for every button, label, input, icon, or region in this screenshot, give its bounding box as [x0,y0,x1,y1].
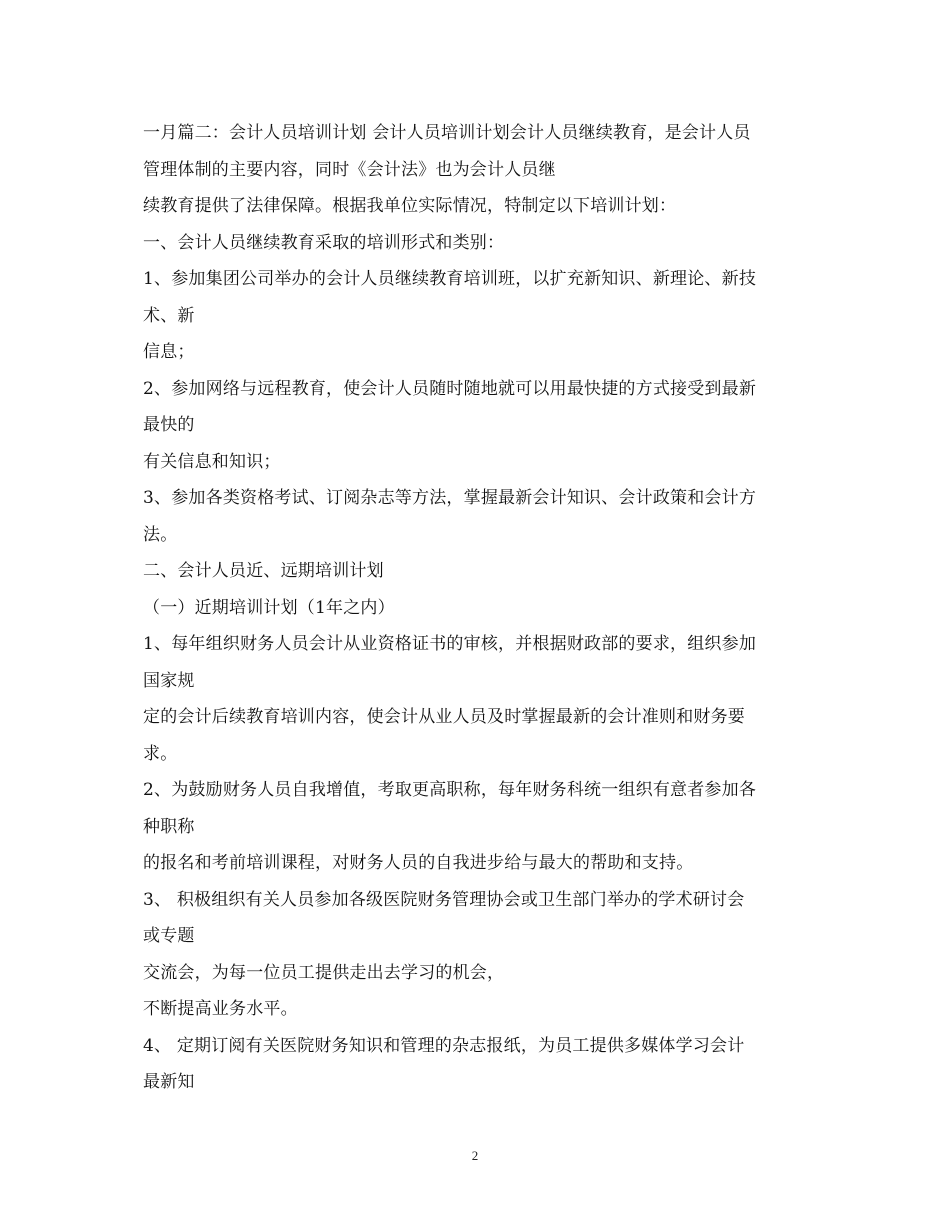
text-line: 信息； [143,342,195,362]
text-line: 一月篇二：会计人员培训计划 会计人员培训计划会计人员继续教育，是会计人员 [143,123,751,143]
text-line: 续教育提供了法律保障。根据我单位实际情况，特制定以下培训计划： [143,196,677,216]
subsection-heading: （一）近期培训计划（1年之内） [143,597,395,618]
text-line: 2、为鼓励财务人员自我增值，考取更高职称，每年财务科统一组织有意者参加各 [143,780,757,800]
text-line: 交流会，为每一位员工提供走出去学习的机会， [143,962,505,983]
text-line: 4、 定期订阅有关医院财务知识和管理的杂志报纸，为员工提供多媒体学习会计 [143,1035,745,1056]
section-heading: 一、会计人员继续教育采取的培训形式和类别： [143,232,505,253]
text-line: 1、参加集团公司举办的会计人员继续教育培训班，以扩充新知识、新理论、新技 [143,269,757,289]
text-line: 管理体制的主要内容，同时《会计法》也为会计人员继 [143,159,556,180]
text-line: 有关信息和知识； [143,451,281,472]
text-line: 种职称 [143,816,195,837]
section-heading: 二、会计人员近、远期培训计划 [143,561,384,581]
text-line: 3、 积极组织有关人员参加各级医院财务管理协会或卫生部门举办的学术研讨会 [143,889,745,910]
text-line: 求。 [143,743,178,764]
text-line: 最快的 [143,415,195,435]
text-line: 最新知 [143,1072,195,1092]
text-line: 2、参加网络与远程教育，使会计人员随时随地就可以用最快捷的方式接受到最新 [143,378,757,399]
text-line: 的报名和考前培训课程，对财务人员的自我进步给与最大的帮助和支持。 [143,853,694,873]
text-line: 3、参加各类资格考试、订阅杂志等方法，掌握最新会计知识、会计政策和会计方 [143,488,757,508]
text-line: 1、每年组织财务人员会计从业资格证书的审核，并根据财政部的要求，组织参加 [143,634,757,654]
text-line: 定的会计后续教育培训内容，使会计从业人员及时掌握最新的会计准则和财务要 [143,707,745,727]
page-number: 2 [471,1148,479,1163]
text-line: 法。 [143,524,178,545]
document-body [143,115,813,1101]
text-line: 不断提高业务水平。 [143,999,298,1019]
text-line: 国家规 [143,670,195,691]
text-line: 或专题 [143,926,195,946]
text-line: 术、新 [143,305,195,326]
